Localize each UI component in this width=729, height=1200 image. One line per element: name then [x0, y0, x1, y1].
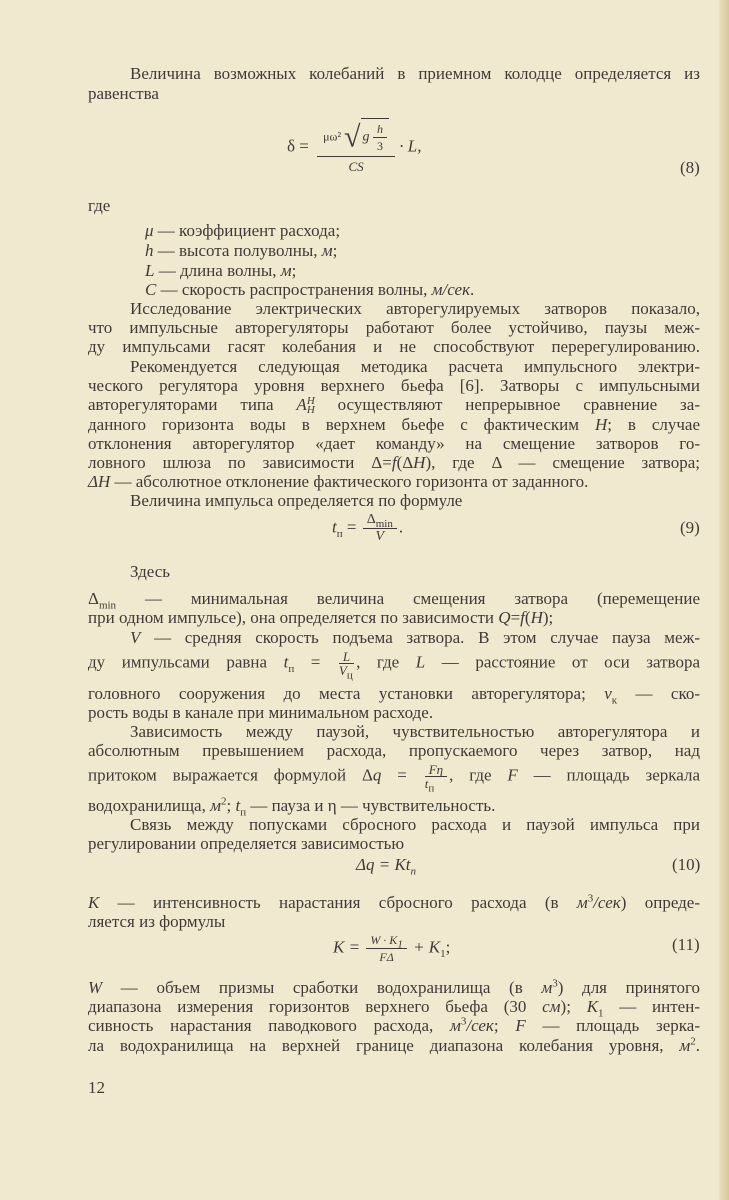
equation-number-11: (11): [672, 935, 700, 954]
subscript: к: [611, 694, 618, 707]
text-span: ) опреде-: [620, 893, 701, 912]
text-span: ла водохранилища на верхней границе диапазона колебания уровня,: [88, 1036, 680, 1055]
eq11-tail-sub: 1: [440, 947, 446, 960]
text-line: [88, 1016, 700, 1036]
text-line: [88, 196, 700, 216]
eq8-g: g: [362, 129, 370, 145]
text-line: [88, 649, 700, 682]
text-span: V: [130, 628, 141, 647]
text-line: [88, 893, 700, 913]
text-span: Зависимость между паузой, чувствительностью авторегулятора и: [130, 722, 700, 741]
text-line: [130, 562, 700, 582]
text-span: ду импульсами гасят колебания и не способствуют перерегулированию.: [88, 337, 700, 356]
text-line: [88, 978, 700, 998]
text-span: ) для принятого: [557, 978, 701, 997]
eq11-end: ;: [445, 937, 451, 957]
text-span: Здесь: [130, 562, 171, 581]
text-line: [88, 415, 700, 435]
text-line: [88, 453, 700, 473]
text-span: м: [321, 241, 333, 260]
text-span: — расстояние от оси затвора: [425, 652, 700, 672]
text-span: ΔH: [88, 472, 111, 491]
eq11-num-sub: 1: [397, 938, 403, 951]
text-span: — площадь зеркала: [517, 765, 700, 785]
text-span: — скорость распространения волны,: [156, 280, 432, 299]
text-span: — ско-: [617, 684, 701, 703]
text-line: [88, 795, 700, 819]
text-span: ческого регулятора уровня верхнего бьефа [6]. Затворы с импульсными: [88, 376, 700, 395]
equation-8: [287, 118, 421, 177]
text-span: Δ: [88, 589, 99, 608]
text-span: .: [470, 280, 475, 299]
text-span: );: [542, 608, 554, 627]
text-span: =: [510, 608, 521, 627]
text-span: K: [586, 997, 599, 1016]
text-line: [130, 722, 700, 742]
text-span: );: [560, 997, 587, 1016]
text-span: F: [515, 1016, 526, 1035]
fraction-denominator: [424, 776, 447, 795]
fraction-numerator: L: [339, 650, 354, 664]
text-span: — интен-: [603, 997, 700, 1016]
eq11-num: W · K: [370, 933, 398, 947]
text-line: [88, 472, 700, 492]
text-span: ловного шлюза по зависимости Δ=: [88, 453, 392, 472]
text-span: равенства: [88, 84, 159, 103]
text-line: [88, 337, 700, 357]
text-line: [130, 628, 700, 648]
text-line: [130, 357, 700, 377]
text-span: — минимальная величина смещения затвора (перемещение: [116, 589, 700, 608]
inline-fraction: [424, 762, 447, 795]
eq9-den: V: [375, 529, 385, 544]
fraction-denominator-text: V: [338, 663, 347, 678]
text-span: что импульсные авторегуляторы работают более устойчиво, паузы меж-: [88, 318, 700, 337]
text-span: ; в случае: [607, 415, 701, 434]
text-span: где: [88, 196, 111, 215]
text-line: [88, 684, 701, 707]
eq8-h: h: [373, 121, 387, 138]
superscript: 3: [460, 1015, 467, 1028]
text-span: диапазона измерения горизонтов верхнего бьефа (30: [88, 997, 543, 1016]
eq8-tail: · L,: [399, 136, 422, 156]
text-line: [88, 84, 700, 104]
text-line: [88, 376, 700, 396]
superscript: 3: [587, 892, 594, 905]
text-span: ду импульсами равна: [88, 652, 284, 672]
text-span: (: [524, 608, 531, 627]
eq9-equals: =: [342, 517, 361, 537]
eq10-text: Δq = Kt: [356, 855, 411, 874]
equation-number-9: (9): [680, 518, 700, 537]
subscript: min: [98, 599, 117, 612]
text-span: /сек: [466, 1016, 494, 1035]
fraction-denominator-sub: ц: [346, 669, 353, 682]
subscript: 1: [598, 1007, 604, 1020]
text-line: [130, 491, 700, 511]
text-span: q: [372, 765, 382, 785]
eq8-3: 3: [377, 139, 384, 153]
text-span: — площадь зерка-: [525, 1016, 700, 1035]
text-span: Q: [498, 608, 511, 627]
page-edge-shadow: [719, 0, 729, 1200]
eq8-den: CS: [348, 159, 364, 174]
superscript: H: [306, 395, 315, 408]
subscript: п: [288, 662, 295, 675]
text-span: абсолютным превышением расхода, пропускаемого через затвор, над: [88, 741, 700, 760]
text-span: , где: [356, 652, 416, 672]
text-line: [88, 318, 700, 338]
eq8-coef: μω²: [323, 129, 342, 144]
text-line: [88, 434, 700, 454]
text-span: F: [507, 765, 518, 785]
equation-number-8: (8): [680, 158, 700, 177]
text-span: Величина возможных колебаний в приемном колодце определяется из: [130, 64, 700, 83]
text-line: [130, 815, 700, 835]
text-span: v: [604, 684, 612, 703]
text-span: — объем призмы сработки водохранилища (в: [102, 978, 542, 997]
eq9-num: Δ: [366, 512, 376, 527]
fraction-denominator: [338, 663, 354, 682]
text-span: Исследование электрических авторегулируемых затворов показало,: [130, 299, 700, 318]
eq11-tail: + K: [408, 937, 441, 957]
text-span: .: [695, 1036, 700, 1055]
text-span: ;: [291, 261, 297, 280]
text-span: K: [88, 893, 100, 912]
text-line: [145, 221, 700, 241]
eq9-tail: .: [398, 517, 404, 537]
subscript: п: [240, 806, 247, 819]
text-span: =: [294, 652, 337, 672]
text-span: ;: [493, 1016, 516, 1035]
text-span: головного сооружения до места установки авторегулятора;: [88, 684, 605, 703]
text-span: ;: [226, 796, 236, 815]
text-span: W: [88, 978, 103, 997]
text-span: м: [449, 1016, 461, 1035]
text-span: ;: [332, 241, 338, 260]
text-span: L: [145, 261, 155, 280]
subscript: H: [306, 404, 315, 417]
text-span: f: [520, 608, 525, 627]
text-line: [130, 299, 700, 319]
text-line: [88, 395, 700, 415]
text-span: Связь между попусками сбросного расхода и паузой импульса при: [130, 815, 700, 834]
eq11-den: FΔ: [379, 950, 394, 964]
text-line: [88, 608, 700, 628]
text-line: [88, 912, 700, 932]
text-span: ), где Δ — смещение затвора;: [425, 453, 700, 472]
text-span: — абсолютное отклонение фактического горизонта от заданного.: [110, 472, 589, 491]
text-span: H: [413, 453, 426, 472]
text-span: отклонения авторегулятор «дает команду» на смещение затворов го-: [88, 434, 700, 453]
eq9-num-sub: min: [375, 517, 393, 530]
text-span: Рекомендуется следующая методика расчета импульсного электри-: [130, 357, 700, 376]
text-span: — пауза и η — чувствительность.: [246, 796, 496, 815]
text-line: [130, 64, 700, 84]
page-number: 12: [88, 1078, 105, 1097]
text-span: см: [542, 997, 561, 1016]
text-span: C: [145, 280, 157, 299]
text-span: данного горизонта воды в верхнем бьефе с фактическим: [88, 415, 595, 434]
text-span: м: [541, 978, 553, 997]
text-line: [88, 589, 700, 612]
text-span: — высота полуволны,: [153, 241, 322, 260]
text-span: осуществляют непрерывное сравнение за-: [314, 395, 700, 414]
sqrt-sign: √: [344, 120, 361, 154]
text-span: A: [296, 395, 307, 414]
superscript: 3: [552, 977, 558, 990]
text-span: t: [283, 652, 289, 672]
eq9-lhs-sub: п: [336, 527, 343, 540]
text-span: водохранилища,: [88, 796, 211, 815]
text-line: [88, 997, 700, 1020]
text-span: — коэффициент расхода;: [153, 221, 341, 240]
text-span: м: [280, 261, 292, 280]
text-line: [88, 1036, 700, 1056]
text-span: L: [415, 652, 426, 672]
text-span: H: [530, 608, 543, 627]
text-span: авторегуляторами типа: [88, 395, 297, 414]
text-line: [145, 280, 700, 300]
eq9-lhs: t: [332, 517, 337, 537]
text-span: Величина импульса определяется по формуле: [130, 491, 463, 510]
text-span: =: [381, 765, 423, 785]
fraction-numerator: Fη: [425, 763, 447, 777]
text-line: [88, 703, 700, 723]
text-span: м: [210, 796, 221, 815]
text-span: /сек: [593, 893, 621, 912]
text-line: [145, 261, 700, 281]
text-span: сивность нарастания паводкового расхода,: [88, 1016, 450, 1035]
text-line: [88, 741, 700, 761]
sub-sup: [307, 397, 315, 415]
text-span: μ: [145, 221, 154, 240]
text-span: притоком выражается формулой Δ: [88, 765, 373, 785]
eq11-lhs: K =: [333, 937, 365, 957]
superscript: 2: [690, 1035, 696, 1048]
fraction-denominator-text: t: [424, 776, 429, 791]
equation-11: [333, 932, 450, 965]
text-span: регулировании определяется зависимостью: [88, 834, 405, 853]
text-span: — интенсивность нарастания сбросного расхода (в: [99, 893, 577, 912]
text-span: рость воды в канале при минимальном расходе.: [88, 703, 434, 722]
text-span: м: [576, 893, 588, 912]
text-span: ляется из формулы: [88, 912, 226, 931]
text-span: f: [391, 453, 397, 472]
text-span: , где: [449, 765, 508, 785]
text-span: H: [594, 415, 608, 434]
text-span: при одном импульсе), она определяется по зависимости: [88, 608, 499, 627]
equation-10: [356, 855, 417, 878]
text-line: [145, 241, 700, 261]
text-span: t: [235, 796, 241, 815]
equation-number-10: (10): [672, 855, 701, 874]
text-line: [88, 762, 700, 795]
superscript: 2: [220, 795, 227, 808]
eq10-sub: п: [410, 865, 417, 878]
text-line: [88, 834, 700, 854]
text-span: м/сек: [431, 280, 471, 299]
inline-fraction: [338, 649, 354, 682]
text-span: м: [679, 1036, 691, 1055]
text-span: — длина волны,: [154, 261, 281, 280]
text-span: h: [145, 241, 154, 260]
text-span: — средняя скорость подъема затвора. В этом случае пауза меж-: [140, 628, 700, 647]
text-span: (Δ: [396, 453, 414, 472]
fraction-denominator-sub: п: [428, 782, 435, 795]
equation-9: [332, 512, 403, 545]
eq8-lhs: δ =: [287, 136, 309, 156]
